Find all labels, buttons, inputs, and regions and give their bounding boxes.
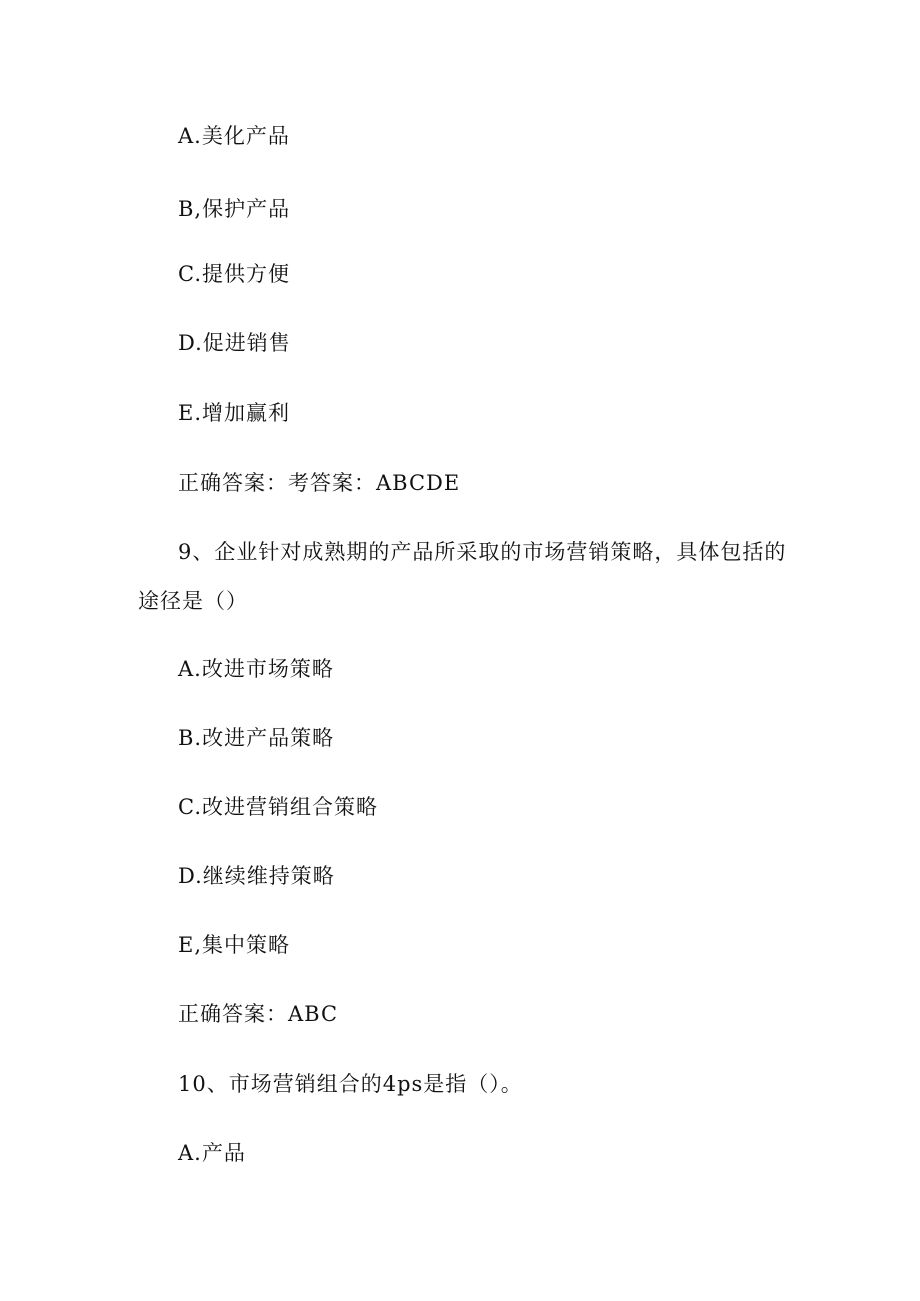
q9-option-b: B.改进产品策略 [178, 726, 335, 750]
q8-option-b: B,保护产品 [178, 197, 291, 221]
q9-option-c: C.改进营销组合策略 [178, 795, 378, 819]
q8-option-e: E.增加赢利 [178, 401, 291, 425]
q8-option-d: D.促进销售 [178, 331, 291, 355]
q10-option-a: A.产品 [178, 1141, 246, 1165]
q9-option-d: D.继续维持策略 [178, 864, 335, 888]
q8-option-c: C.提供方便 [178, 262, 290, 286]
q10-question: 10、市场营销组合的4ps是指（）。 [178, 1072, 523, 1096]
q9-option-a: A.改进市场策略 [178, 657, 334, 681]
q9-answer: 正确答案：ABC [178, 1002, 339, 1026]
q9-question-line2: 途径是（） [138, 589, 248, 613]
q8-option-a: A.美化产品 [178, 124, 290, 148]
q8-answer: 正确答案：考答案：ABCDE [178, 471, 461, 495]
q9-question-line1: 9、企业针对成熟期的产品所采取的市场营销策略，具体包括的 [178, 540, 787, 564]
q9-option-e: E,集中策略 [178, 933, 291, 957]
